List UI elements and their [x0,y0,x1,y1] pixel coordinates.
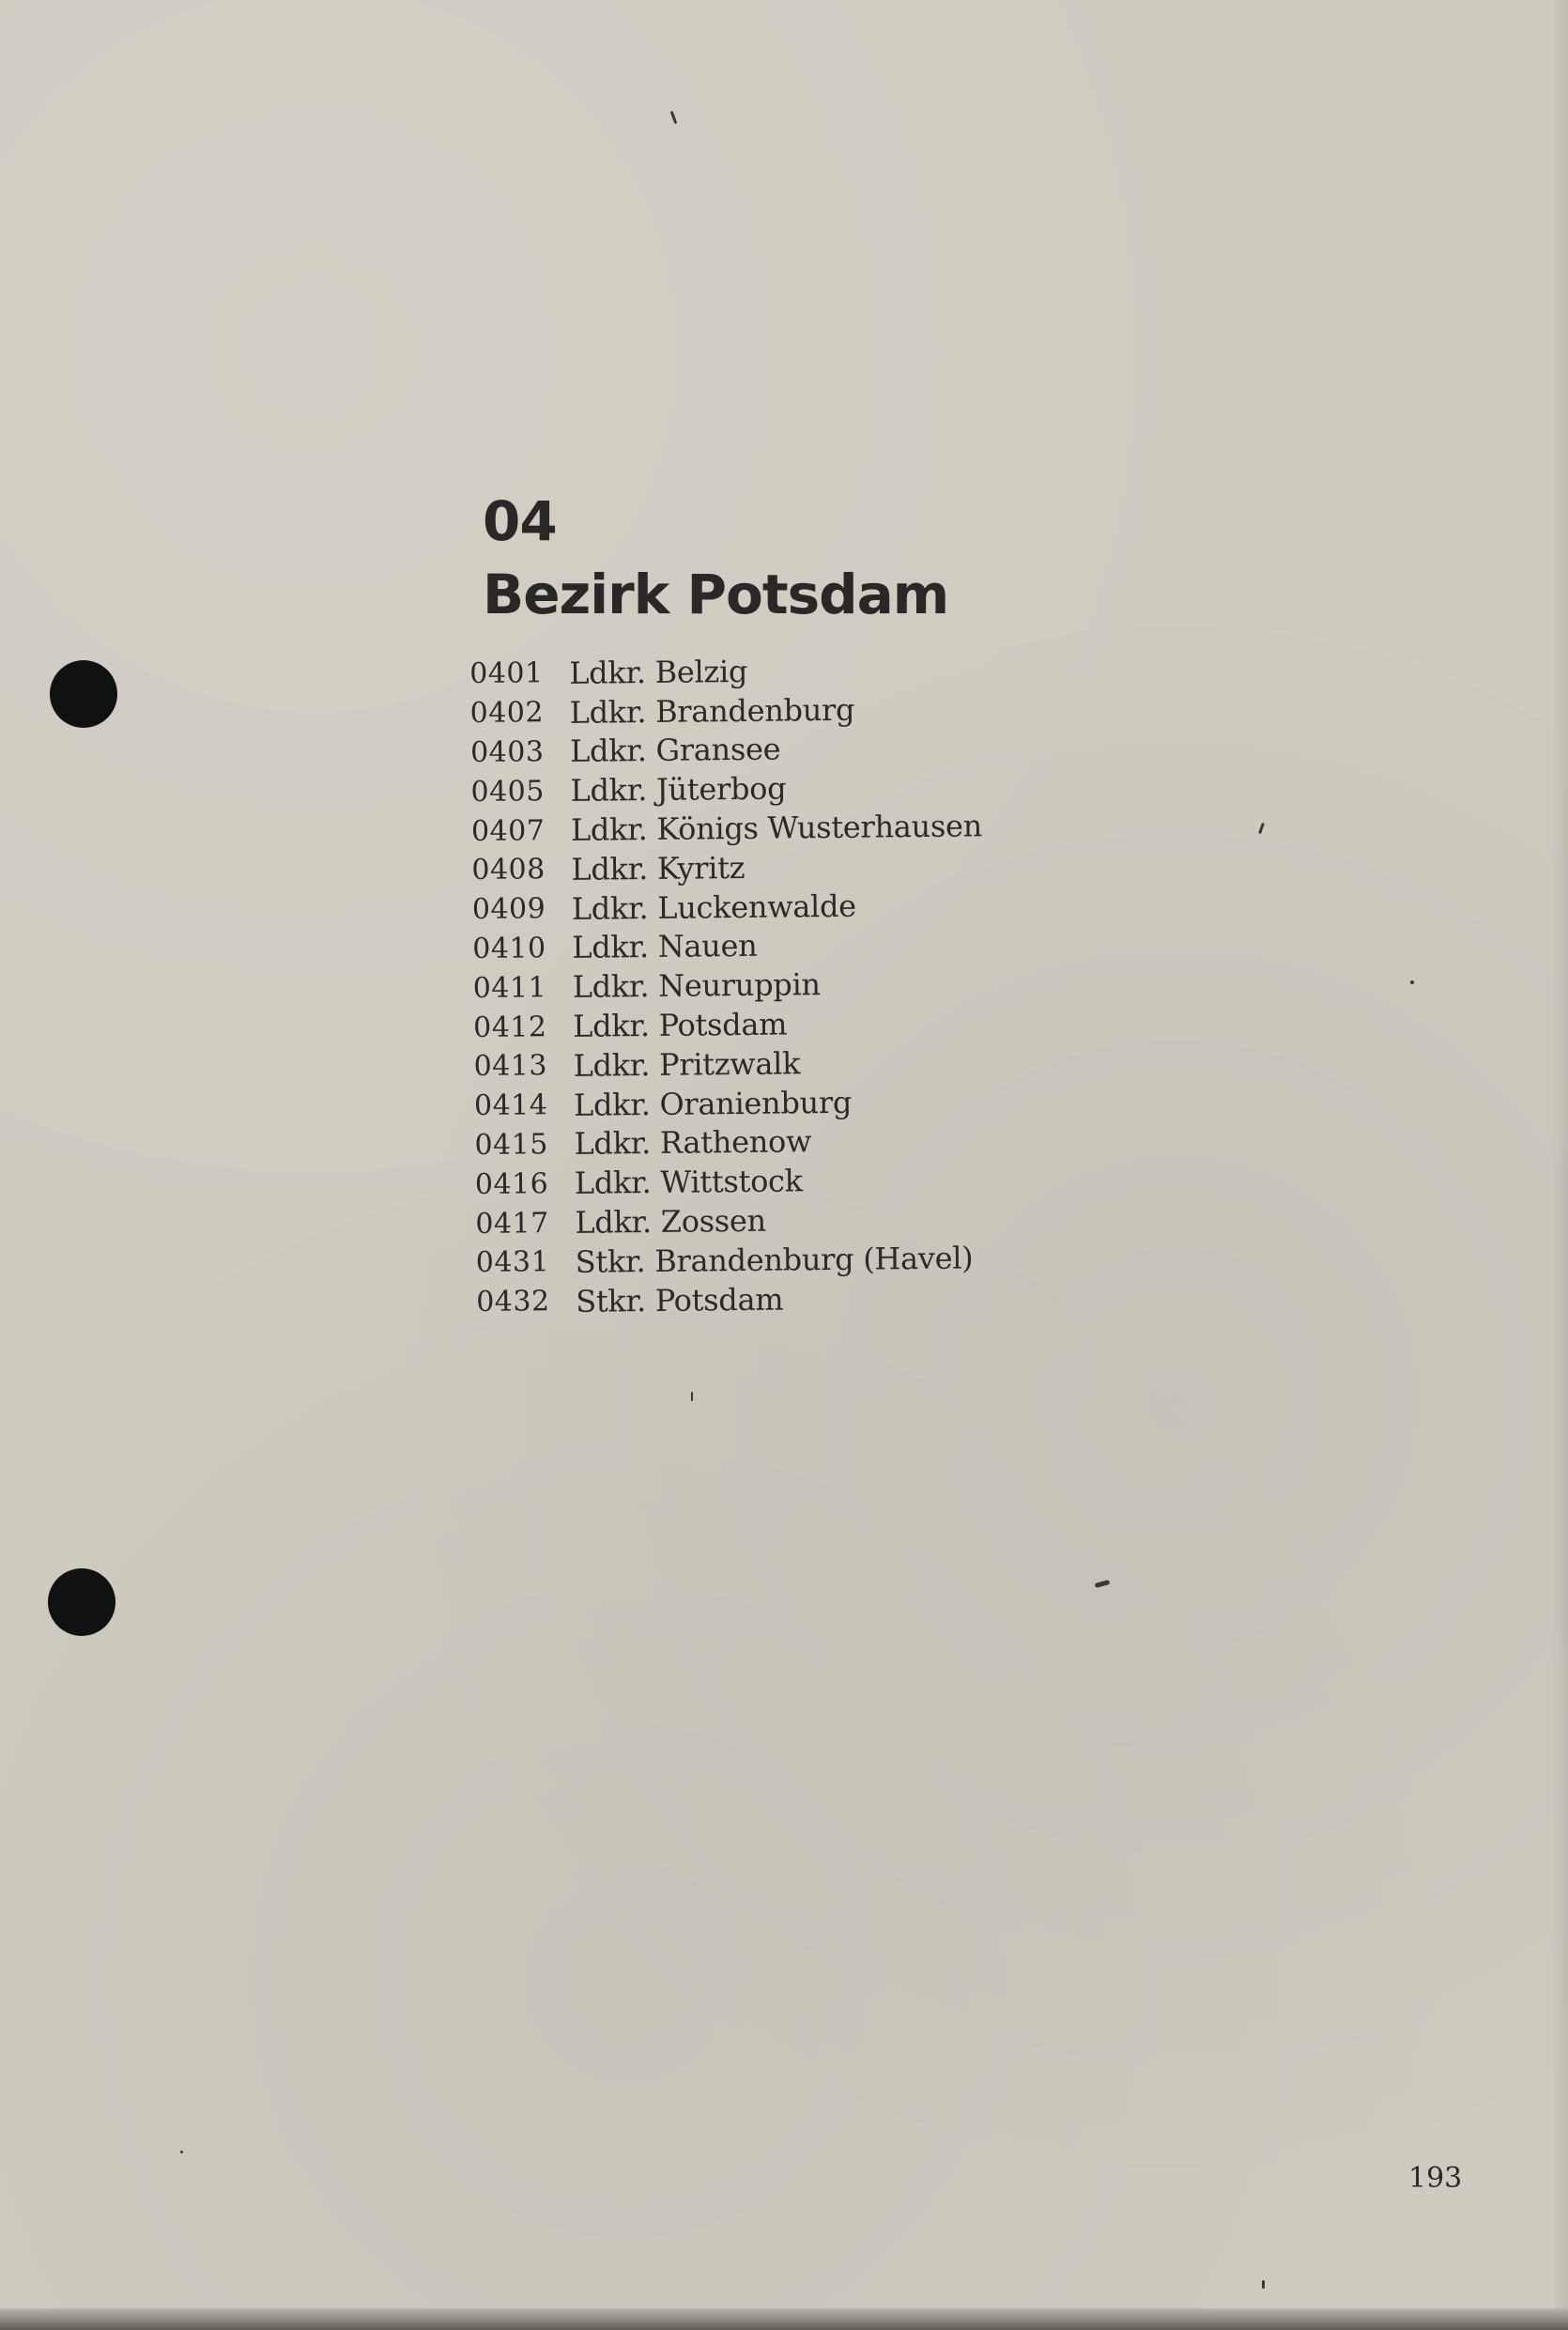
district-name: Ldkr. Luckenwalde [571,887,857,927]
paper-speck [1258,823,1265,834]
district-name: Stkr. Brandenburg (Havel) [575,1240,974,1280]
list-item [471,805,1072,850]
list-item [474,1119,1075,1165]
district-name: Ldkr. Pritzwalk [573,1045,801,1084]
list-item [469,687,1070,733]
list-item [472,923,1073,968]
list-item [470,727,1071,772]
district-code: 0407 [470,813,546,848]
district-code: 0431 [475,1245,550,1280]
district-name: Ldkr. Jüterbog [570,770,787,810]
district-code: 0417 [475,1206,549,1241]
district-name: Ldkr. Gransee [569,732,781,770]
district-name: Stkr. Potsdam [576,1281,784,1319]
paper-speck [691,1392,693,1401]
district-code-heading: 04 [483,489,557,553]
district-list [469,648,1077,1321]
district-code: 0432 [476,1285,550,1319]
punch-hole-bottom [48,1568,115,1636]
list-item [470,766,1071,811]
district-code: 0415 [474,1128,549,1162]
punch-hole-top [50,660,117,728]
district-code: 0416 [474,1166,549,1201]
page-number: 193 [1408,2162,1463,2195]
list-item [474,1080,1075,1125]
district-name: Ldkr. Kyritz [571,849,746,887]
list-item [471,844,1072,889]
list-item [472,884,1073,929]
district-code: 0413 [473,1049,548,1084]
district-name: Ldkr. Potsdam [572,1006,788,1044]
list-item [473,963,1074,1008]
paper-speck [180,2151,183,2153]
page-bottom-edge [0,2308,1568,2330]
district-name: Ldkr. Brandenburg [569,691,855,731]
district-code: 0402 [469,696,545,731]
district-name: Ldkr. Rathenow [574,1123,812,1163]
district-code: 0414 [473,1088,548,1123]
list-item [475,1197,1076,1242]
district-name: Ldkr. Belzig [569,653,748,691]
district-name: Ldkr. Nauen [572,928,758,966]
district-code: 0410 [472,932,546,965]
paper-speck [1095,1580,1111,1588]
list-item [476,1237,1077,1282]
list-item [473,1041,1074,1086]
district-code: 0403 [469,735,545,769]
list-item [473,1001,1074,1046]
list-item [469,648,1070,693]
district-title-heading: Bezirk Potsdam [483,563,949,626]
paper-speck [1262,2280,1265,2289]
list-item [475,1159,1076,1204]
district-name: Ldkr. Zossen [575,1202,767,1241]
district-name: Ldkr. Wittstock [574,1163,803,1202]
district-name: Ldkr. Oranienburg [573,1084,853,1123]
district-code: 0405 [470,774,546,809]
district-code: 0409 [471,892,546,927]
paper-speck [1410,980,1414,984]
district-code: 0411 [472,970,547,1005]
list-item [476,1276,1077,1321]
district-code: 0408 [471,853,546,887]
page-edge-shadow [1551,0,1568,2330]
paper-speck [670,111,678,124]
district-name: Ldkr. Neuruppin [572,966,821,1006]
district-name: Ldkr. Königs Wusterhausen [570,808,983,848]
district-code: 0401 [469,656,544,691]
district-code: 0412 [472,1010,547,1044]
